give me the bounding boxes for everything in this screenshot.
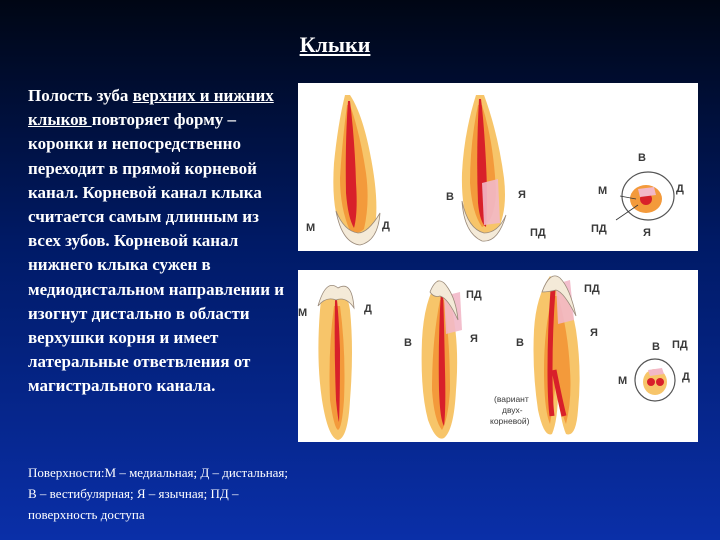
label-ya: Я bbox=[590, 327, 598, 339]
label-v: В bbox=[446, 191, 454, 203]
variant-note-line3: корневой) bbox=[490, 416, 530, 426]
upper-canine-md-view bbox=[333, 95, 380, 245]
lower-canine-drawing bbox=[298, 270, 698, 442]
label-pd: ПД bbox=[466, 289, 482, 301]
label-d: Д bbox=[364, 303, 372, 315]
main-text-part2: повторяет форму – коронки и непосредственно переходит в прямой корневой канал. Корневой канал клыка считается самым длинным из всех зубов. Корневой канал нижнего клыка сужен в медиодистальном направлении и изогнут дистально в области верхушки корня и имеет латеральные ответвления от магистрального канала. bbox=[28, 110, 285, 396]
main-text-link[interactable]: верхних и нижних клыков bbox=[28, 86, 274, 130]
label-v: В bbox=[516, 337, 524, 349]
lower-canine-vl-view bbox=[422, 280, 462, 439]
label-ya: Я bbox=[518, 189, 526, 201]
label-v: В bbox=[404, 337, 412, 349]
main-text-part1: Полость зуба bbox=[28, 86, 133, 105]
label-m: М bbox=[618, 375, 628, 387]
surfaces-legend: Поверхности:М – медиальная; Д – дистальная; В – вестибулярная; Я – язычная; ПД – поверхность доступа bbox=[28, 465, 289, 522]
label-d: Д bbox=[676, 183, 684, 195]
label-m: М bbox=[298, 307, 308, 319]
upper-canine-drawing bbox=[298, 83, 698, 251]
upper-canine-cross-section bbox=[616, 172, 674, 220]
variant-note-line1: (вариант bbox=[494, 394, 529, 404]
upper-canine-figure bbox=[298, 83, 698, 251]
label-d: Д bbox=[382, 220, 390, 232]
slide-title: Клыки bbox=[299, 32, 371, 57]
label-v: В bbox=[652, 341, 660, 353]
label-pd: ПД bbox=[591, 223, 607, 235]
lower-canine-cross-section bbox=[635, 359, 675, 401]
lower-canine-md-view bbox=[318, 285, 354, 440]
label-ya: Я bbox=[470, 333, 478, 345]
lower-canine-figure bbox=[298, 270, 698, 442]
main-description bbox=[28, 84, 296, 399]
label-m: М bbox=[306, 222, 316, 234]
label-pd: ПД bbox=[584, 283, 600, 295]
label-m: М bbox=[598, 185, 608, 197]
lower-canine-two-root-variant bbox=[534, 276, 580, 435]
label-v: В bbox=[638, 152, 646, 164]
label-pd: ПД bbox=[672, 339, 688, 351]
label-d: Д bbox=[682, 371, 690, 383]
label-ya: Я bbox=[643, 227, 651, 239]
label-pd: ПД bbox=[530, 227, 546, 239]
upper-canine-vl-view bbox=[462, 95, 506, 241]
variant-note-line2: двух- bbox=[502, 405, 523, 415]
